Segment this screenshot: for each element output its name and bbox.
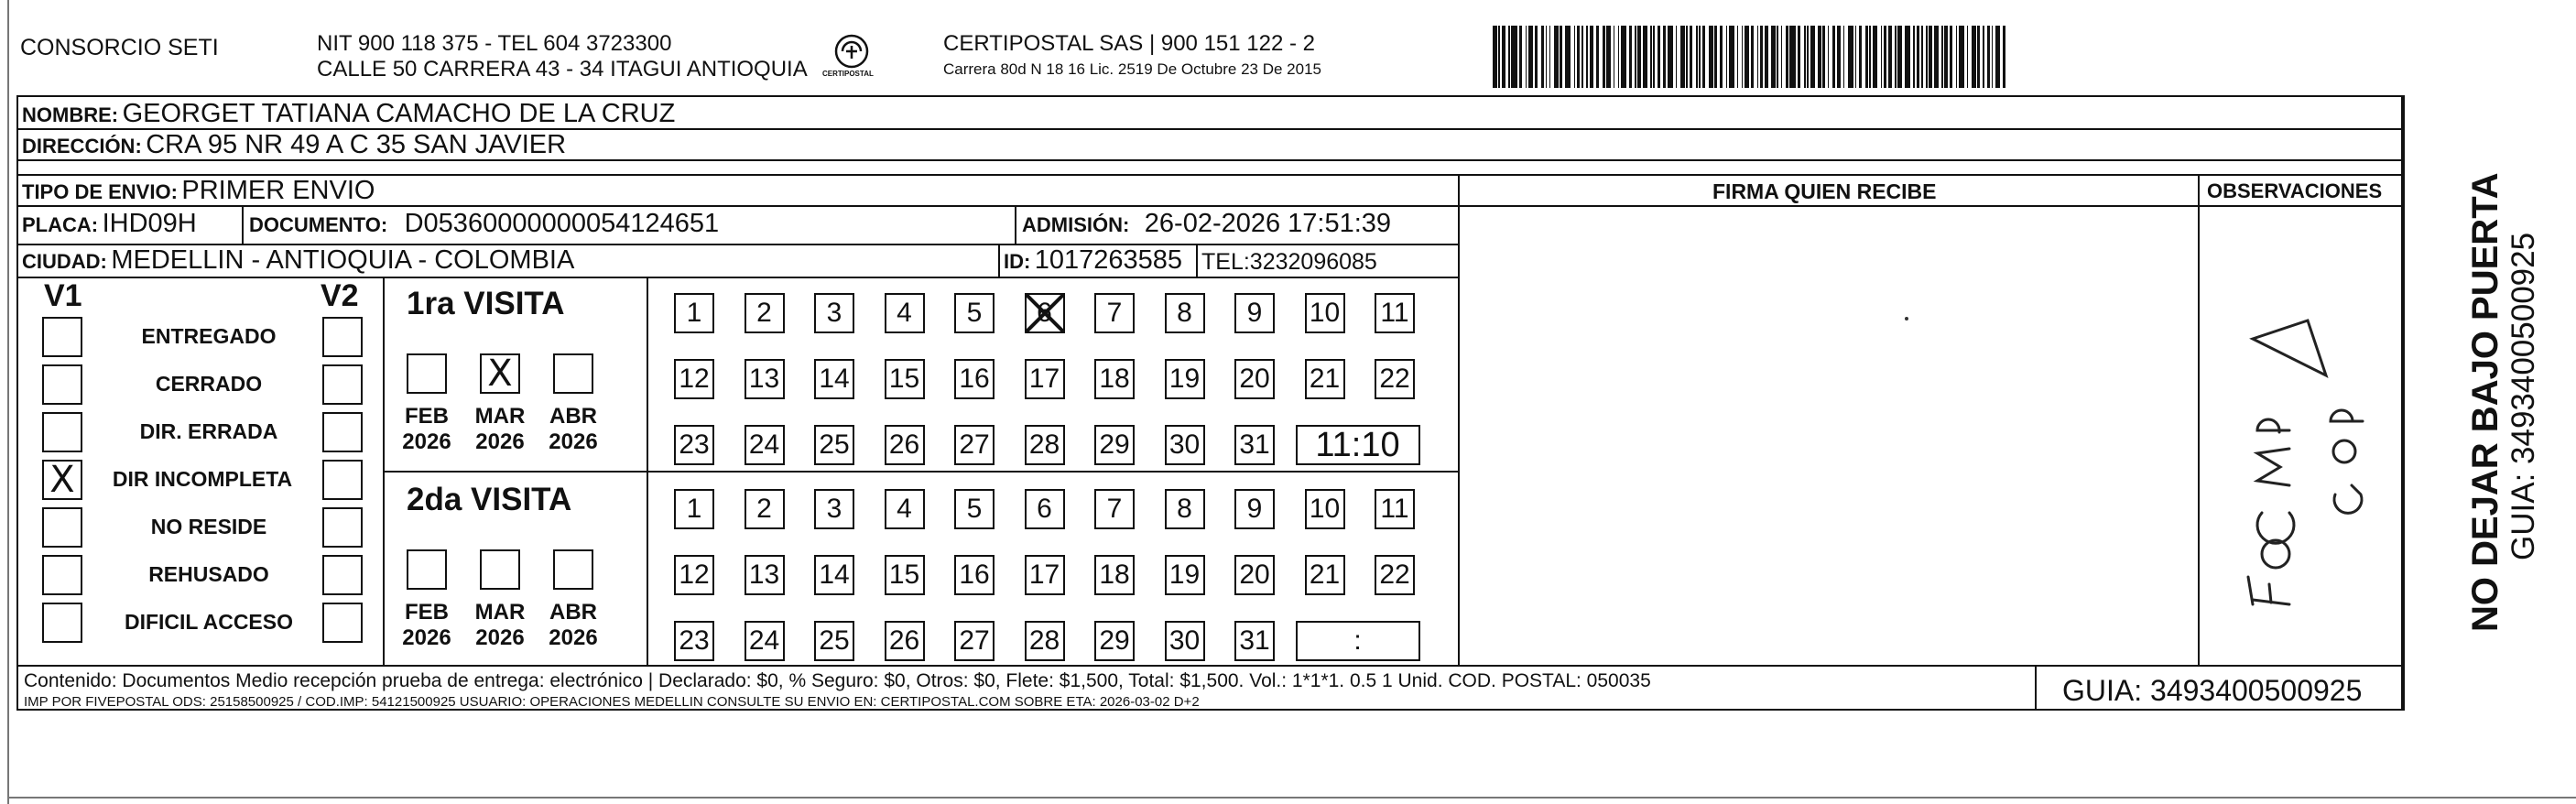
day-box[interactable]: 6 [1025,489,1065,529]
day-box[interactable]: 5 [954,293,995,333]
barcode-bar [1729,26,1734,88]
id-value: 1017263585 [1034,245,1183,275]
barcode-bar [1581,26,1583,88]
day-box[interactable]: 8 [1165,293,1205,333]
barcode-bar [1574,26,1576,88]
barcode-bar [1818,26,1821,88]
day-box[interactable]: 28 [1025,425,1065,465]
barcode-bar [1737,26,1739,88]
v2-checkbox[interactable] [322,460,363,500]
barcode-bar [1843,26,1845,88]
barcode-bar [1959,26,1964,88]
barcode-bar [1614,26,1615,88]
barcode-bar [1786,26,1788,88]
day-box[interactable]: 21 [1305,555,1345,595]
ciudad-label: CIUDAD: [22,250,107,273]
day-box[interactable]: 4 [885,489,925,529]
nombre-row [22,99,675,129]
barcode-bar [1714,26,1717,88]
barcode-bar [1855,26,1857,88]
v1-header: V1 [44,278,82,313]
month-year: 2026 [475,429,525,454]
barcode-bar [1498,26,1500,88]
observaciones-header: OBSERVACIONES [2207,179,2383,202]
day-box[interactable]: 31 [1234,425,1275,465]
direccion-value: CRA 95 NR 49 A C 35 SAN JAVIER [146,130,567,159]
month-year: 2026 [549,429,598,454]
month-name: ABR [549,600,597,625]
month-name: FEB [405,404,449,429]
v2-checkbox[interactable] [322,507,363,548]
day-box[interactable]: 6 [1025,293,1065,333]
barcode-bar [1493,26,1497,88]
day-box[interactable]: 26 [885,425,925,465]
barcode-bar [1777,26,1778,88]
ciudad-row [22,245,574,276]
placa-label: PLACA: [22,213,99,236]
v2-checkbox[interactable] [322,364,363,405]
barcode-bar [1950,26,1952,88]
visit-title: 2da VISITA [407,482,572,517]
barcode-bar [1977,26,1980,88]
barcode-bar [1596,26,1599,88]
day-box[interactable]: 9 [1234,293,1275,333]
barcode-bar [1897,26,1902,88]
barcode-bar [1995,26,2000,88]
address-line: CALLE 50 CARRERA 43 - 34 ITAGUI ANTIOQUIA [317,57,808,81]
barcode-bar [1586,26,1588,88]
barcode-bar [1709,26,1713,88]
barcode-bar [1798,26,1800,88]
month-name: FEB [405,600,449,625]
barcode-bar [1771,26,1776,88]
barcode-bar [1865,26,1868,88]
barcode-bar [1560,26,1562,88]
barcode-bar [1637,26,1640,88]
day-box[interactable]: 27 [954,425,995,465]
barcode-bar [1929,26,1931,88]
day-box[interactable]: 22 [1375,359,1415,399]
day-box[interactable]: 26 [885,621,925,661]
barcode-bar [1873,26,1877,88]
barcode-bar [1789,26,1795,88]
month-year: 2026 [402,429,451,454]
barcode-bar [1742,26,1744,88]
month-checkbox[interactable] [480,549,520,590]
barcode-bar [1653,26,1655,88]
month-checkbox[interactable] [553,549,593,590]
tipo-value: PRIMER ENVIO [181,176,375,205]
barcode-bar [1519,26,1522,88]
day-box[interactable]: 17 [1025,359,1065,399]
time-box[interactable]: 11:10 [1296,425,1420,465]
day-box[interactable]: 16 [954,359,995,399]
barcode-bar [1668,26,1673,88]
month-name: MAR [474,600,526,625]
status-label: DIFICIL ACCESO [124,610,293,634]
barcode-bar [1905,26,1910,88]
barcode-bar [1643,26,1647,88]
day-box[interactable]: 20 [1234,555,1275,595]
v1-checkbox[interactable] [42,555,82,595]
day-box[interactable]: 2 [745,293,785,333]
observation-handwriting [2207,275,2390,641]
day-box[interactable]: 25 [814,621,854,661]
day-box[interactable]: 24 [745,621,785,661]
barcode-bar [1720,26,1723,88]
barcode-bar [1888,26,1891,88]
tel-label: TEL: [1201,249,1250,275]
barcode-bar [1650,26,1652,88]
day-box[interactable]: 12 [674,359,714,399]
day-box[interactable]: 20 [1234,359,1275,399]
barcode-bar [1699,26,1701,88]
day-box[interactable]: 17 [1025,555,1065,595]
day-box[interactable]: 29 [1094,425,1135,465]
status-label: NO RESIDE [150,515,267,538]
barcode-bar [1528,26,1533,88]
day-box[interactable]: 11 [1375,489,1415,529]
day-box[interactable]: 25 [814,425,854,465]
barcode-bar [1603,26,1605,88]
footer-imp-line: IMP POR FIVEPOSTAL ODS: 25158500925 / COD.IMP: 54121500925 USUARIO: OPERACIONES MEDELLIN CONSULTE SU ENVIO EN: CERTIPOSTAL.COM SOBRE ETA: 2026-03-02 D+2 [24,694,1200,710]
day-box[interactable]: 21 [1305,359,1345,399]
certipostal-line: CERTIPOSTAL SAS | 900 151 122 - 2 [943,31,1315,56]
day-box[interactable]: 18 [1094,555,1135,595]
month-name: ABR [549,404,597,429]
day-box[interactable]: 22 [1375,555,1415,595]
month-checkbox[interactable] [553,353,593,394]
documento-label: DOCUMENTO: [249,213,388,236]
status-label: ENTREGADO [141,324,277,348]
admision-value: 26-02-2026 17:51:39 [1144,209,1392,238]
barcode-bar [1926,26,1928,88]
placa-row [22,209,197,239]
barcode-bar [1726,26,1728,88]
barcode-bar [1921,26,1923,88]
day-box[interactable]: 15 [885,555,925,595]
id-label: ID: [1004,250,1031,273]
day-box[interactable]: 16 [954,555,995,595]
day-box[interactable]: 31 [1234,621,1275,661]
day-box[interactable]: 3 [814,489,854,529]
no-dejar-bajo-puerta: NO DEJAR BAJO PUERTA [2465,172,2505,632]
day-box[interactable]: 30 [1165,621,1205,661]
barcode-bar [1941,26,1943,88]
status-label: REHUSADO [148,562,269,586]
barcode-bar [1546,26,1548,88]
day-box[interactable]: 28 [1025,621,1065,661]
nit-line: NIT 900 118 375 - TEL 604 3723300 [317,31,672,56]
barcode-bar [1987,26,1990,88]
barcode-bar [1690,26,1692,88]
barcode-bar [1807,26,1809,88]
barcode-bar [1881,26,1883,88]
day-box[interactable]: 3 [814,293,854,333]
barcode-bar [1967,26,1969,88]
day-box[interactable]: 8 [1165,489,1205,529]
barcode-bar [1549,26,1551,88]
certipostal-logo [824,31,879,86]
barcode-bar [1606,26,1611,88]
month-name: MAR [474,404,526,429]
barcode-bar [1832,26,1835,88]
barcode-bar [1913,26,1915,88]
firma-header: FIRMA QUIEN RECIBE [1712,179,1937,203]
barcode-bar [1663,26,1666,88]
placa-value: IHD09H [102,209,197,238]
logo-text: CERTIPOSTAL [822,70,874,78]
barcode-bar [1804,26,1806,88]
day-box[interactable]: 7 [1094,489,1135,529]
barcode-bar [1565,26,1571,88]
day-box[interactable]: 18 [1094,359,1135,399]
barcode-bar [1822,26,1825,88]
day-box[interactable]: 2 [745,489,785,529]
barcode-bar [1848,26,1853,88]
barcode-bar [1680,26,1685,88]
barcode-bar [1554,26,1559,88]
barcode-bar [1884,26,1886,88]
day-box[interactable]: 24 [745,425,785,465]
barcode-bar [1502,26,1505,88]
barcode-bar [1765,26,1767,88]
documento-value: D05360000000054124651 [404,209,720,238]
company-name: CONSORCIO SETI [20,35,219,60]
barcode-bar [1810,26,1815,88]
barcode-bar [1676,26,1678,88]
day-box[interactable]: 23 [674,621,714,661]
month-year: 2026 [549,625,598,650]
v1-checkbox[interactable] [42,412,82,452]
v2-checkbox[interactable] [322,603,363,643]
status-label: DIR INCOMPLETA [112,467,293,491]
v1-checkbox[interactable]: X [42,460,82,500]
barcode-bar [1621,26,1626,88]
tipo-label: TIPO DE ENVIO: [22,180,178,203]
barcode-bar [1859,26,1862,88]
admision-label: ADMISIÓN: [1022,213,1130,236]
day-box[interactable]: 1 [674,489,714,529]
direccion-row [22,130,566,160]
visit-title: 1ra VISITA [407,286,565,321]
license-line: Carrera 80d N 18 16 Lic. 2519 De Octubre 23 De 2015 [943,60,1321,78]
day-box[interactable]: 12 [674,555,714,595]
footer-content-line: Contenido: Documentos Medio recepción prueba de entrega: electrónico | Declarado: $0, % Seguro: $0, Otros: $0, Flete: $1,500, Total: $1,500. Vol.: 1*1*1. 0.5 1 Unid. COD. POSTAL: 050035 [24,670,1651,691]
nombre-label: NOMBRE: [22,103,119,126]
tel-row [1201,249,1377,276]
direccion-label: DIRECCIÓN: [22,135,142,158]
day-box[interactable]: 7 [1094,293,1135,333]
barcode-bar [1526,26,1527,88]
barcode-bar [1828,26,1830,88]
barcode-bar [2003,26,2005,88]
barcode-bar [1702,26,1705,88]
day-box[interactable]: 29 [1094,621,1135,661]
barcode-bar [1658,26,1660,88]
day-box[interactable]: 11 [1375,293,1415,333]
v2-header: V2 [321,278,359,313]
barcode-bar [1751,26,1754,88]
month-checkbox[interactable]: X [480,353,520,394]
ciudad-value: MEDELLIN - ANTIOQUIA - COLOMBIA [111,245,575,275]
v2-checkbox[interactable] [322,317,363,357]
day-box[interactable]: 19 [1165,359,1205,399]
day-box[interactable]: 1 [674,293,714,333]
barcode-bar [1508,26,1510,88]
day-box[interactable]: 10 [1305,293,1345,333]
day-box[interactable]: 4 [885,293,925,333]
time-box[interactable]: : [1296,621,1420,661]
barcode-bar [1590,26,1594,88]
v1-checkbox[interactable] [42,603,82,643]
v1-checkbox[interactable] [42,317,82,357]
signature-mark [1905,317,1908,321]
barcode-bar [1917,26,1919,88]
barcode-bar [1983,26,1984,88]
side-guia: GUIA: 3493400500925 [2505,232,2541,560]
barcode-bar [1686,26,1688,88]
day-box[interactable]: 5 [954,489,995,529]
admision-row [1022,209,1391,239]
tel-value: 3232096085 [1249,249,1377,275]
v1-checkbox[interactable] [42,507,82,548]
footer-guia: GUIA: 3493400500925 [2062,674,2363,707]
barcode-bar [1760,26,1763,88]
status-label: CERRADO [155,372,263,396]
month-checkbox[interactable] [407,549,447,590]
barcode-bar [1992,26,1994,88]
day-box[interactable]: 10 [1305,489,1345,529]
barcode-bar [1956,26,1958,88]
barcode-bar [1635,26,1636,88]
v2-checkbox[interactable] [322,412,363,452]
day-box[interactable]: 9 [1234,489,1275,529]
month-year: 2026 [475,625,525,650]
barcode-bar [1535,26,1538,88]
day-box[interactable]: 23 [674,425,714,465]
barcode-bar [1511,26,1516,88]
documento-row [249,209,719,239]
barcode-bar [1781,26,1783,88]
v1-checkbox[interactable] [42,364,82,405]
day-box[interactable]: 19 [1165,555,1205,595]
v2-checkbox[interactable] [322,555,363,595]
day-box[interactable]: 30 [1165,425,1205,465]
nombre-value: GEORGET TATIANA CAMACHO DE LA CRUZ [122,99,676,128]
day-box[interactable]: 27 [954,621,995,661]
id-row [1004,245,1182,276]
barcode-bar [1745,26,1749,88]
day-box[interactable]: 14 [814,555,854,595]
month-year: 2026 [402,625,451,650]
barcode-bar [1972,26,1976,88]
barcode-bar [1629,26,1632,88]
barcode-bar [1577,26,1580,88]
barcode-bar [1895,26,1897,88]
tipo-row [22,176,375,206]
barcode [1493,26,2225,88]
day-box[interactable]: 14 [814,359,854,399]
barcode-bar [1869,26,1871,88]
barcode-bar [1944,26,1947,88]
status-label: DIR. ERRADA [139,419,278,443]
barcode-bar [1837,26,1842,88]
month-checkbox[interactable] [407,353,447,394]
day-box[interactable]: 13 [745,555,785,595]
barcode-bar [1934,26,1939,88]
barcode-bar [1757,26,1759,88]
barcode-bar [1618,26,1620,88]
barcode-bar [1541,26,1544,88]
barcode-bar [1696,26,1698,88]
day-box[interactable]: 15 [885,359,925,399]
day-box[interactable]: 13 [745,359,785,399]
